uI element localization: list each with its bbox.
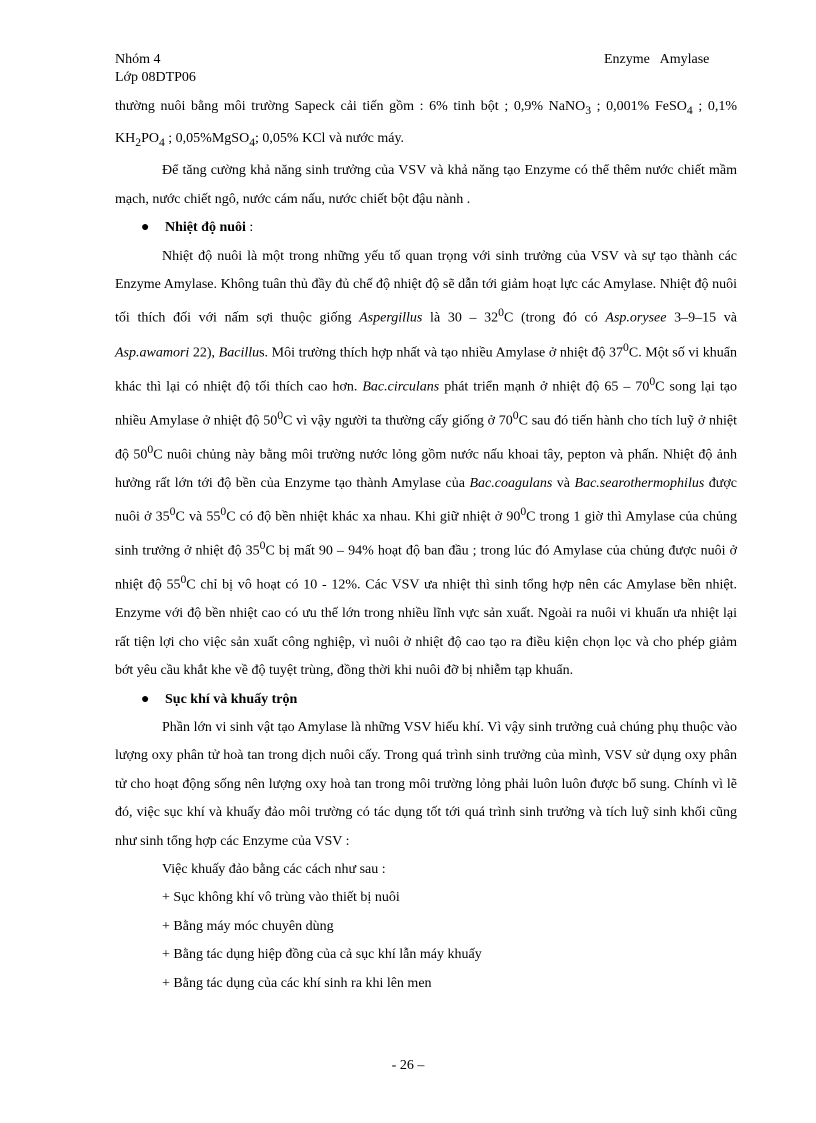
list-item: + Bằng tác dụng hiệp đồng của cả sục khí lẫn máy khuấy: [162, 947, 482, 963]
document-body: [115, 93, 737, 998]
paragraph-growth-additives: Để tăng cường khả năng sinh trưởng của VSV và khả năng tạo Enzyme có thể thêm nước chiết mầm mạch, nước chiết ngô, nước cám nấu, nước chiết bột đậu nành .: [115, 163, 737, 207]
paragraph-temperature: Nhiệt độ nuôi là một trong những yếu tố quan trọng với sinh trưởng của VSV và sự tạo thành các Enzyme Amylase. Không tuân thủ đầy đủ chế độ nhiệt độ sẽ dẫn tới giảm hoạt lực các Amylase. Nhiệt độ nuôi tối thích đối với nấm sợi thuộc giống Aspergillus là $30 - 32^0C$ (trong đó có Asp.orysee 3–9–15 và Asp.awamori 22), Bacillus. Môi trường thích hợp nhất và tạo nhiều Amylase ở nhiệt độ $37^0C$. Một số vi khuẩn khác thì lại có nhiệt độ tối thích cao hơn. Bac.circulans phát triển mạnh ở nhiệt độ $65 - 70^0C$ song lại tạo nhiều Amylase ở nhiệt độ $50^0C$ vì vậy người ta thường cấy giống ở $70^0C$ sau đó tiến hành cho tích luỹ ở nhiệt độ $50^0C$ nuôi chủng này bằng môi trường nước lỏng gồm nước nấu khoai tây, pepton và phấn. Nhiệt độ ảnh hưởng rất lớn tới độ bền của Enzyme tạo thành Amylase của Bac.coagulans và Bac.searothermophilus được nuôi ở $35^0C$ và $55^0C$ có độ bền nhiệt khác xa nhau. Khi giữ nhiệt ở $90^0C$ trong 1 giờ thì Amylase của chủng sinh trưởng ở nhiệt độ $35^0C$ bị mất 90 – 94% hoạt độ ban đầu ; trong lúc đó Amylase của chủng được nuôi ở nhiệt độ $55^0C$ chỉ bị vô hoạt có 10 - 12%. Các VSV ưa nhiệt thì sinh tổng hợp nên các Amylase bền nhiệt. Enzyme với độ bền nhiệt cao có ưu thế lớn trong nhiều lĩnh vực sản xuất. Ngoài ra nuôi vi khuẩn ưa nhiệt lại rất tiện lợi cho việc sản xuất công nghiệp, vì nuôi ở nhiệt độ cao tạo ra điều kiện chọn lọc và cho phép giảm bớt yêu cầu khắt khe về độ tuyệt trùng, đồng thời khi nuôi đỡ bị nhiễm tạp khuẩn.: [115, 248, 738, 679]
paragraph-methods-intro: Việc khuấy đảo bằng các cách như sau :: [162, 862, 386, 877]
paragraph-aeration: Phần lớn vi sinh vật tạo Amylase là những VSV hiếu khí. Vì vậy sinh trưởng cuả chúng phụ thuộc vào lượng oxy phân tử hoà tan trong dịch nuôi cấy. Trong quá trình sinh trưởng của mình, VSV sử dụng oxy phân tử cho hoạt động sống nên lượng oxy hoà tan trong môi trường lỏng phải luôn luôn được bổ sung. Chính vì lẽ đó, việc sục khí và khuấy đảo môi trường có tác dụng tốt tới quá trình sinh trưởng và tích luỹ sinh khối cũng như sinh tổng hợp các Enzyme của VSV :: [115, 719, 737, 849]
heading-aeration: ● Sục khí và khuấy trộn: [115, 686, 737, 714]
heading-temperature: ● Nhiệt độ nuôi :: [115, 214, 737, 242]
header-group: Nhóm 4: [115, 52, 161, 67]
paragraph-culture-medium: thường nuôi bằng môi trường Sapeck cải tiến gồm : 6% tinh bột ; 0,9% NaNO$_3$ ; 0,001% FeSO$_4$ ; 0,1% $KH_2PO_4$ ; 0,05%MgSO$_4$; 0,05% KCl và nước máy.: [115, 99, 737, 149]
list-item: + Bằng tác dụng của các khí sinh ra khi lên men: [162, 975, 432, 991]
bullet-dot-icon: ●: [141, 220, 150, 236]
header-topic: Enzyme Amylase: [604, 52, 710, 67]
list-item: + Bằng máy móc chuyên dùng: [162, 918, 334, 934]
header-class: Lớp 08DTP06: [115, 70, 196, 85]
page-number: - 26 –: [391, 1058, 425, 1073]
list-item: + Sục không khí vô trùng vào thiết bị nuôi: [162, 890, 400, 906]
bullet-dot-icon: ●: [141, 691, 150, 707]
